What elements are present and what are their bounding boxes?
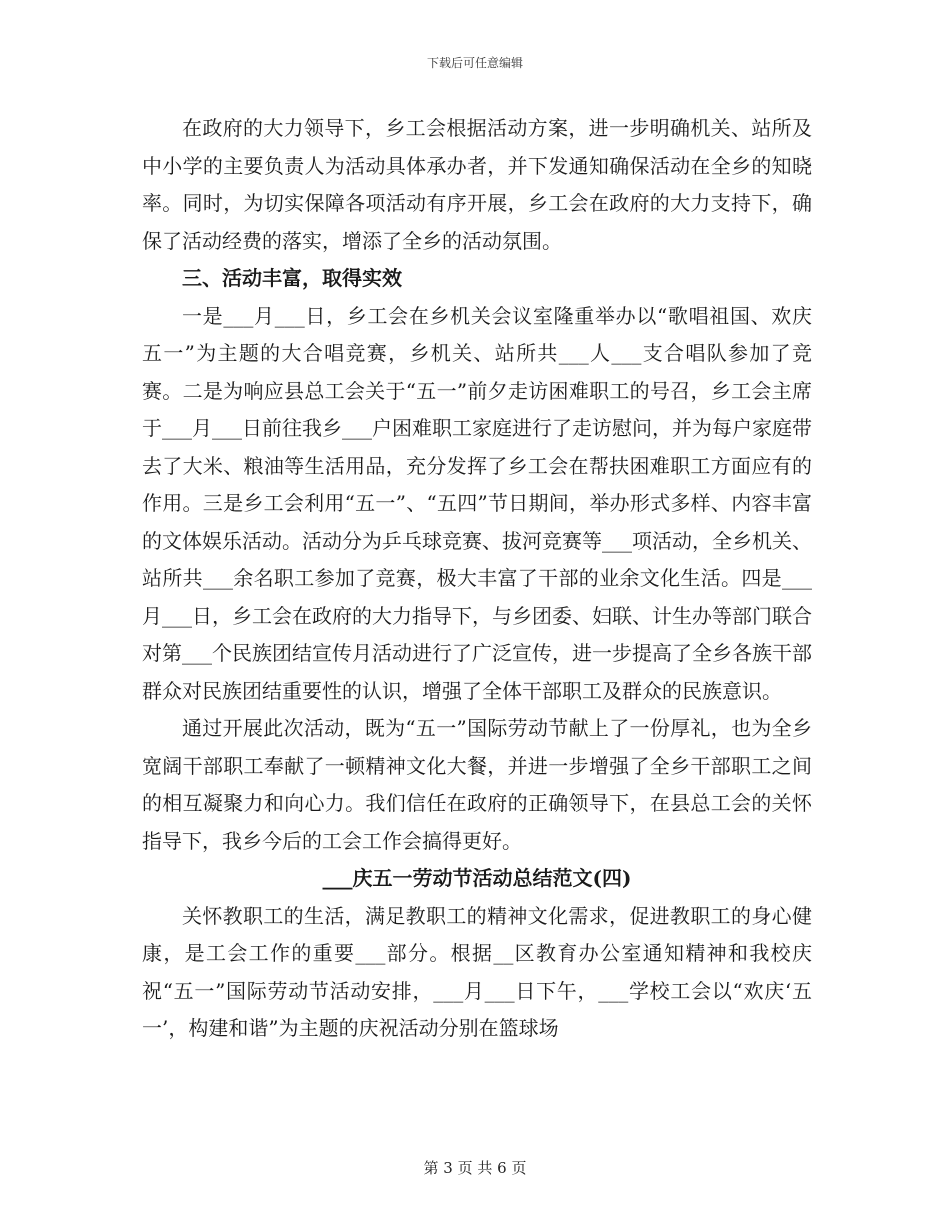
paragraph-activities-list: 一是___月___日，乡工会在乡机关会议室隆重举办以“歌唱祖国、欢庆五一”为主题的大合唱竞赛，乡机关、站所共___人___支合唱队参加了竞赛。二是为响应县总工会关于“五一”前夕走访困难职工的号召，乡工会主席于___月___日前往我乡___户困难职工家庭进行了走访慰问，并为每户家庭带去了大米、粮油等生活用品，充分发挥了乡工会在帮扶困难职工方面应有的作用。三是乡工会利用“五一”、“五四”节日期间，举办形式多样、内容丰富的文体娱乐活动。活动分为乒乓球竞赛、拔河竞赛等___项活动，全乡机关、站所共___余名职工参加了竞赛，极大丰富了干部的业余文化生活。四是___月___日，乡工会在政府的大力指导下，与乡团委、妇联、计生办等部门联合对第___个民族团结宣传月活动进行了广泛宣传，进一步提高了全乡各族干部群众对民族团结重要性的认识，增强了全体干部职工及群众的民族意识。: [142, 303, 812, 703]
paragraph-leadership: 在政府的大力领导下，乡工会根据活动方案，进一步明确机关、站所及中小学的主要负责人为活动具体承办者，并下发通知确保活动在全乡的知晓率。同时，为切实保障各项活动有序开展，乡工会在政府的大力支持下，确保了活动经费的落实，增添了全乡的活动氛围。: [142, 116, 812, 253]
page-header-note: 下载后可任意编辑: [426, 56, 523, 70]
paragraph-conclusion: 通过开展此次活动，既为“五一”国际劳动节献上了一份厚礼，也为全乡宽阔干部职工奉献了一顿精神文化大餐，并进一步增强了全乡干部职工之间的相互凝聚力和向心力。我们信任在政府的正确领导下，在县总工会的关怀指导下，我乡今后的工会工作会搞得更好。: [142, 716, 812, 853]
page-number: 第 3 页 共 6 页: [423, 1159, 527, 1177]
document-body: [142, 110, 812, 1048]
paragraph-intro-four: 关怀教职工的生活，满足教职工的精神文化需求，促进教职工的身心健康，是工会工作的重要___部分。根据__区教育办公室通知精神和我校庆祝“五一”国际劳动节活动安排，___月___日下午，___学校工会以“欢庆‘五一’，构建和谐”为主题的庆祝活动分别在篮球场: [142, 903, 812, 1040]
document-title-four: ___庆五一劳动节活动总结范文(四): [322, 866, 632, 890]
section-heading-activities: 三、活动丰富，取得实效: [182, 266, 402, 290]
